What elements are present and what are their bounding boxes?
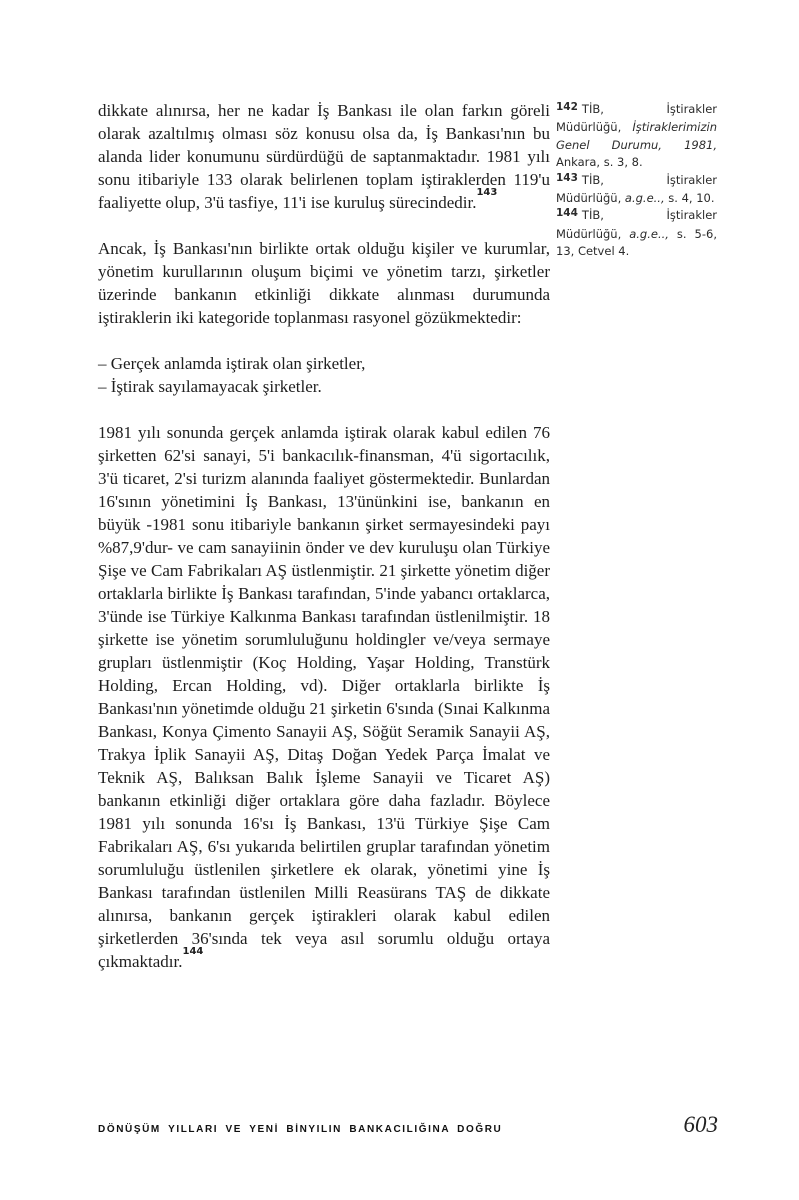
margin-note <box>556 101 717 172</box>
list-item: – İştirak sayılamayacak şirketler. <box>98 377 322 396</box>
paragraph <box>98 99 550 214</box>
paragraph-text: dikkate alınırsa, her ne kadar İş Bankası ile olan farkın göreli olarak azaltılmış olması söz konusu olsa da, İş Bankası'nın bu alanda lider konumunu sürdürdüğü de saptanmaktadır. 1981 yılı sonu itibariyle 133 olarak belirlenen toplam iştiraklerden 119'u faaliyette olup, 3'ü tasfiye, 11'i ise kuruluş sürecindedir. <box>98 101 550 212</box>
footnote-text: s. 4, 10. <box>664 191 715 206</box>
margin-notes-column <box>556 101 717 261</box>
footnote-text: s. 5-6, 13, Cetvel 4. <box>556 226 717 259</box>
running-title: DÖNÜŞÜM YILLARI VE YENİ BİNYILIN BANKACILIĞINA DOĞRU <box>98 1124 503 1135</box>
footnote-text: TİB, İştirakler Müdürlüğü, <box>556 102 717 135</box>
footnote-text: TİB, İştirakler Müdürlüğü, <box>556 172 717 206</box>
footnote-cited-title: a.g.e.., <box>629 226 669 241</box>
paragraph <box>98 421 550 973</box>
paragraph-text: 1981 yılı sonunda gerçek anlamda iştirak olarak kabul edilen 76 şirketten 62'si sanayi, 5'i bankacılık-finansman, 4'ü sigortacılık, 3'ü ticaret, 2'si turizm alanında faaliyet göstermektedir. Bunlardan 16'sının yönetimini İş Bankası, 13'ününkini ise, bankanın en büyük -1981 sonu itibariyle bankanın şirket sermayesindeki payı %87,9'dur- ve cam sanayiinin önder ve dev kuruluşu olan Türkiye Şişe ve Cam Fabrikaları AŞ üstlenmiştir. 21 şirkette yönetim diğer ortaklarla birlikte İş Bankası tarafından, 5'inde yabancı ortaklarca, 3'ünde ise Türkiye Kalkınma Bankası tarafından üstlenilmiştir. 18 şirkette ise yönetim sorumluluğunu holdingler ve/veya sermaye grupları üstlenmiştir (Koç Holding, Yaşar Holding, Transtürk Holding, Ercan Holding, vd). Diğer ortaklarla birlikte İş Bankası'nın yönetimde olduğu 21 şirketin 6'sında (Sınai Kalkınma Bankası, Konya Çimento Sanayii AŞ, Söğüt Seramik Sanayii AŞ, Trakya İplik Sanayii AŞ, Ditaş Doğan Yedek Parça İmalat ve Teknik AŞ, Balıksan Balık İşleme Sanayii ve Ticaret AŞ) bankanın etkinliği diğer ortaklara göre daha fazladır. Böylece 1981 yılı sonunda 16'sı İş Bankası, 13'ü Türkiye Şişe Cam Fabrikaları AŞ, 6'sı yukarıda belirtilen gruplar tarafından yönetim sorumluluğu üstlenilen şirketlere ek olarak, yönetimi yine İş Bankası tarafından üstlenilen Milli Reasürans TAŞ de dikkate alınırsa, bankanın gerçek iştirakleri olarak kabul edilen şirketlerden 36'sında tek veya asıl sorumlu olduğu ortaya çıkmaktadır. <box>98 423 550 971</box>
page-footer <box>98 1112 718 1138</box>
margin-note <box>556 172 717 208</box>
main-text-column <box>98 99 550 996</box>
footnote-number: 142 <box>556 101 578 113</box>
footnote-reference: 143 <box>476 187 498 199</box>
footnote-number: 143 <box>556 171 578 184</box>
paragraph <box>98 237 550 329</box>
footnote-cited-title: İştiraklerimizin Genel Durumu, 1981, <box>556 120 717 152</box>
paragraph-text: Ancak, İş Bankası'nın birlikte ortak olduğu kişiler ve kurumlar, yönetim kurullarının oluşum biçimi ve yönetim tarzı, şirketler üzerinde bankanın etkinliği dikkate alınması durumunda iştiraklerin iki kategoride toplanması rasyonel gözükmektedir: <box>98 239 550 327</box>
footnote-text: TİB, İştirakler Müdürlüğü, <box>556 208 717 241</box>
footnote-cited-title: a.g.e.., <box>624 191 665 206</box>
footnote-text: Ankara, s. 3, 8. <box>556 155 643 170</box>
list-item: – Gerçek anlamda iştirak olan şirketler, <box>98 354 366 373</box>
footnote-reference: 144 <box>182 946 204 958</box>
footnote-number: 144 <box>556 207 578 220</box>
margin-note <box>556 207 717 260</box>
dash-list <box>98 352 550 398</box>
page-number: 603 <box>683 1112 718 1137</box>
